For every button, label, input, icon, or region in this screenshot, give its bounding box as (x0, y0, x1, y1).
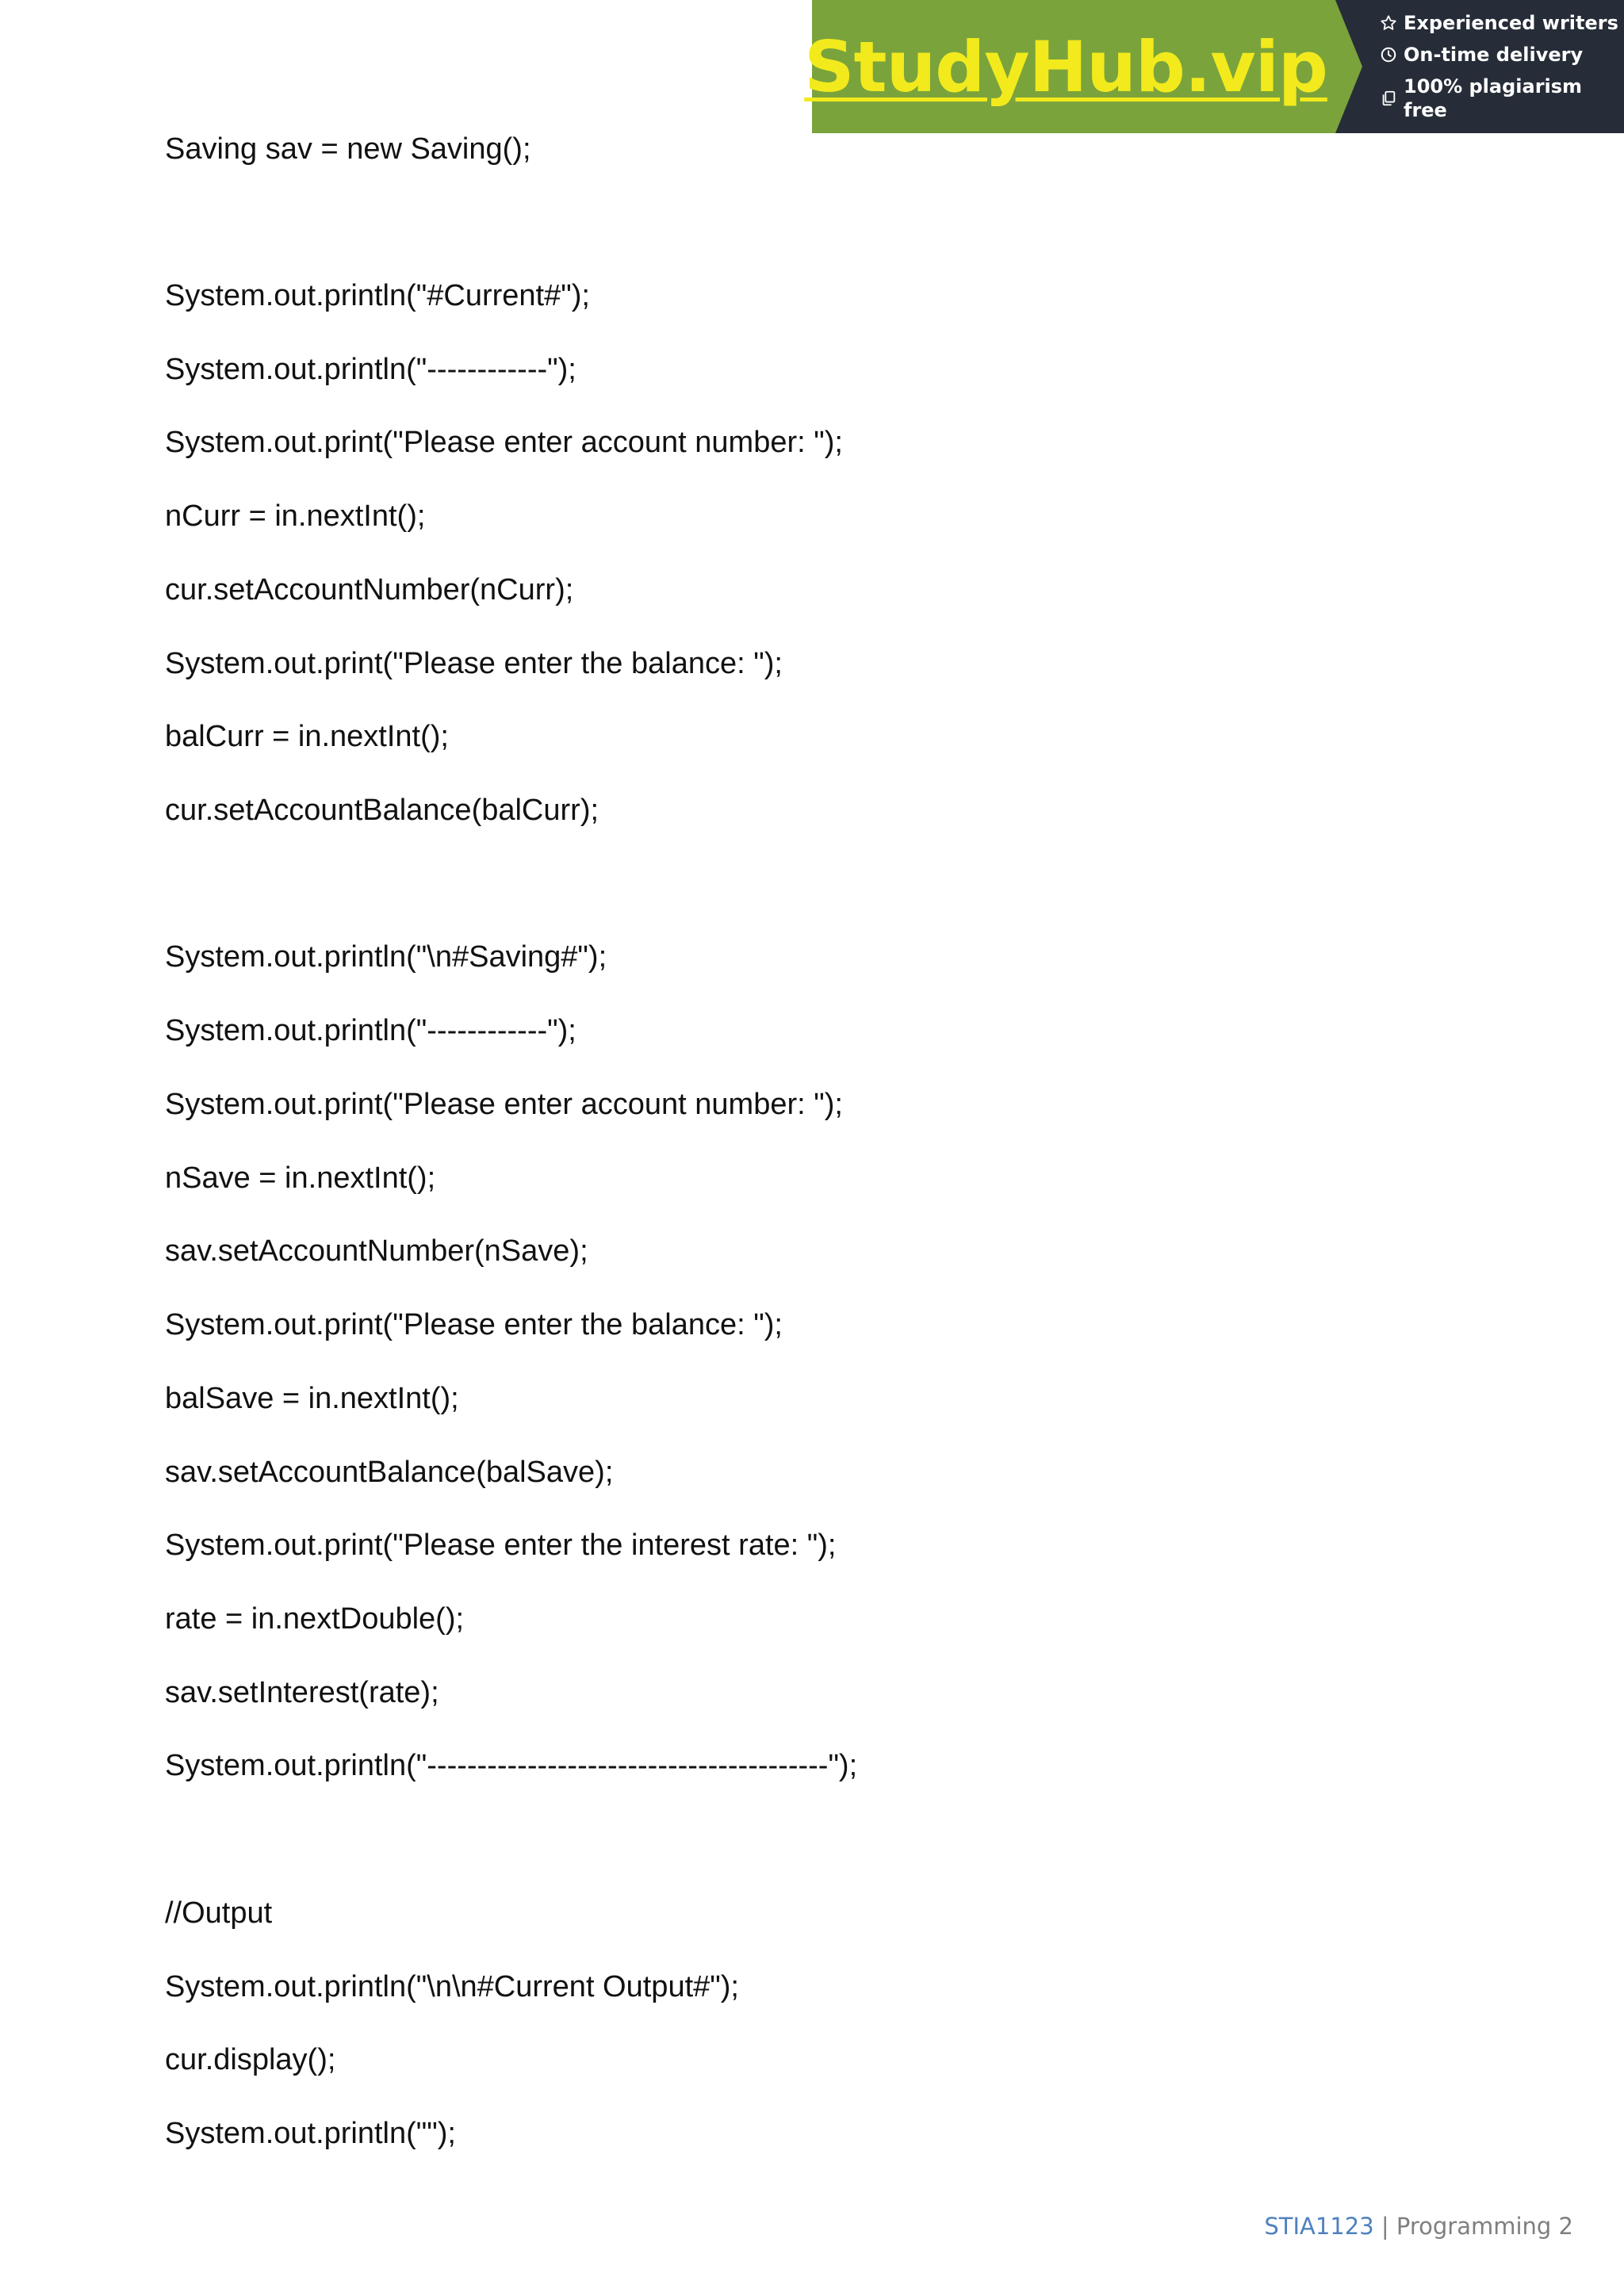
code-line: System.out.print("Please enter account number: "); (165, 426, 843, 459)
code-line: balSave = in.nextInt(); (165, 1382, 459, 1415)
code-line: Saving sav = new Saving(); (165, 132, 531, 166)
code-line: System.out.print("Please enter the interest rate: "); (165, 1529, 837, 1562)
footer-subject: Programming 2 (1396, 2213, 1573, 2240)
code-comment: //Output (165, 1896, 273, 1930)
code-line: System.out.print("Please enter account number: "); (165, 1088, 843, 1121)
code-line: System.out.println("----------------------------------------"); (165, 1749, 858, 1782)
code-line: sav.setInterest(rate); (165, 1676, 439, 1709)
code-line: System.out.println("------------"); (165, 1014, 576, 1047)
clock-icon (1380, 46, 1397, 63)
code-line: sav.setAccountNumber(nSave); (165, 1234, 588, 1268)
copy-icon (1380, 90, 1397, 107)
code-line: rate = in.nextDouble(); (165, 1602, 465, 1636)
code-line: nCurr = in.nextInt(); (165, 499, 426, 533)
feature-text: 100% plagiarism free (1404, 75, 1583, 121)
feature-text: Experienced writers (1404, 12, 1618, 34)
code-line: sav.setAccountBalance(balSave); (165, 1456, 614, 1489)
brand-logo[interactable]: StudyHub.vip (804, 25, 1327, 108)
code-line: System.out.println("#Current#"); (165, 279, 590, 312)
feature-text: On-time delivery (1404, 44, 1584, 66)
feature-experienced-writers (1380, 11, 1624, 35)
code-line: System.out.print("Please enter the balance: "); (165, 1308, 783, 1341)
star-icon (1380, 14, 1397, 32)
code-line: nSave = in.nextInt(); (165, 1161, 436, 1195)
code-line: cur.setAccountNumber(nCurr); (165, 573, 574, 607)
footer-separator: | (1381, 2213, 1389, 2240)
code-line: System.out.println("\n#Saving#"); (165, 940, 607, 974)
footer-course-code: STIA1123 (1264, 2213, 1374, 2240)
code-line: System.out.println(""); (165, 2117, 456, 2150)
code-line: System.out.print("Please enter the balance: "); (165, 647, 783, 680)
code-line: cur.setAccountBalance(balCurr); (165, 794, 599, 827)
code-line: System.out.println("------------"); (165, 353, 576, 386)
page-footer (1264, 2212, 1573, 2241)
brand-panel (804, 0, 1335, 133)
feature-on-time-delivery (1380, 43, 1624, 67)
features-panel (1335, 0, 1624, 133)
studyhub-banner[interactable] (804, 0, 1624, 133)
code-line: cur.display(); (165, 2043, 336, 2076)
code-line: System.out.println("\n\n#Current Output#"); (165, 1970, 739, 2003)
feature-plagiarism-free (1380, 75, 1624, 122)
code-line: balCurr = in.nextInt(); (165, 720, 449, 753)
